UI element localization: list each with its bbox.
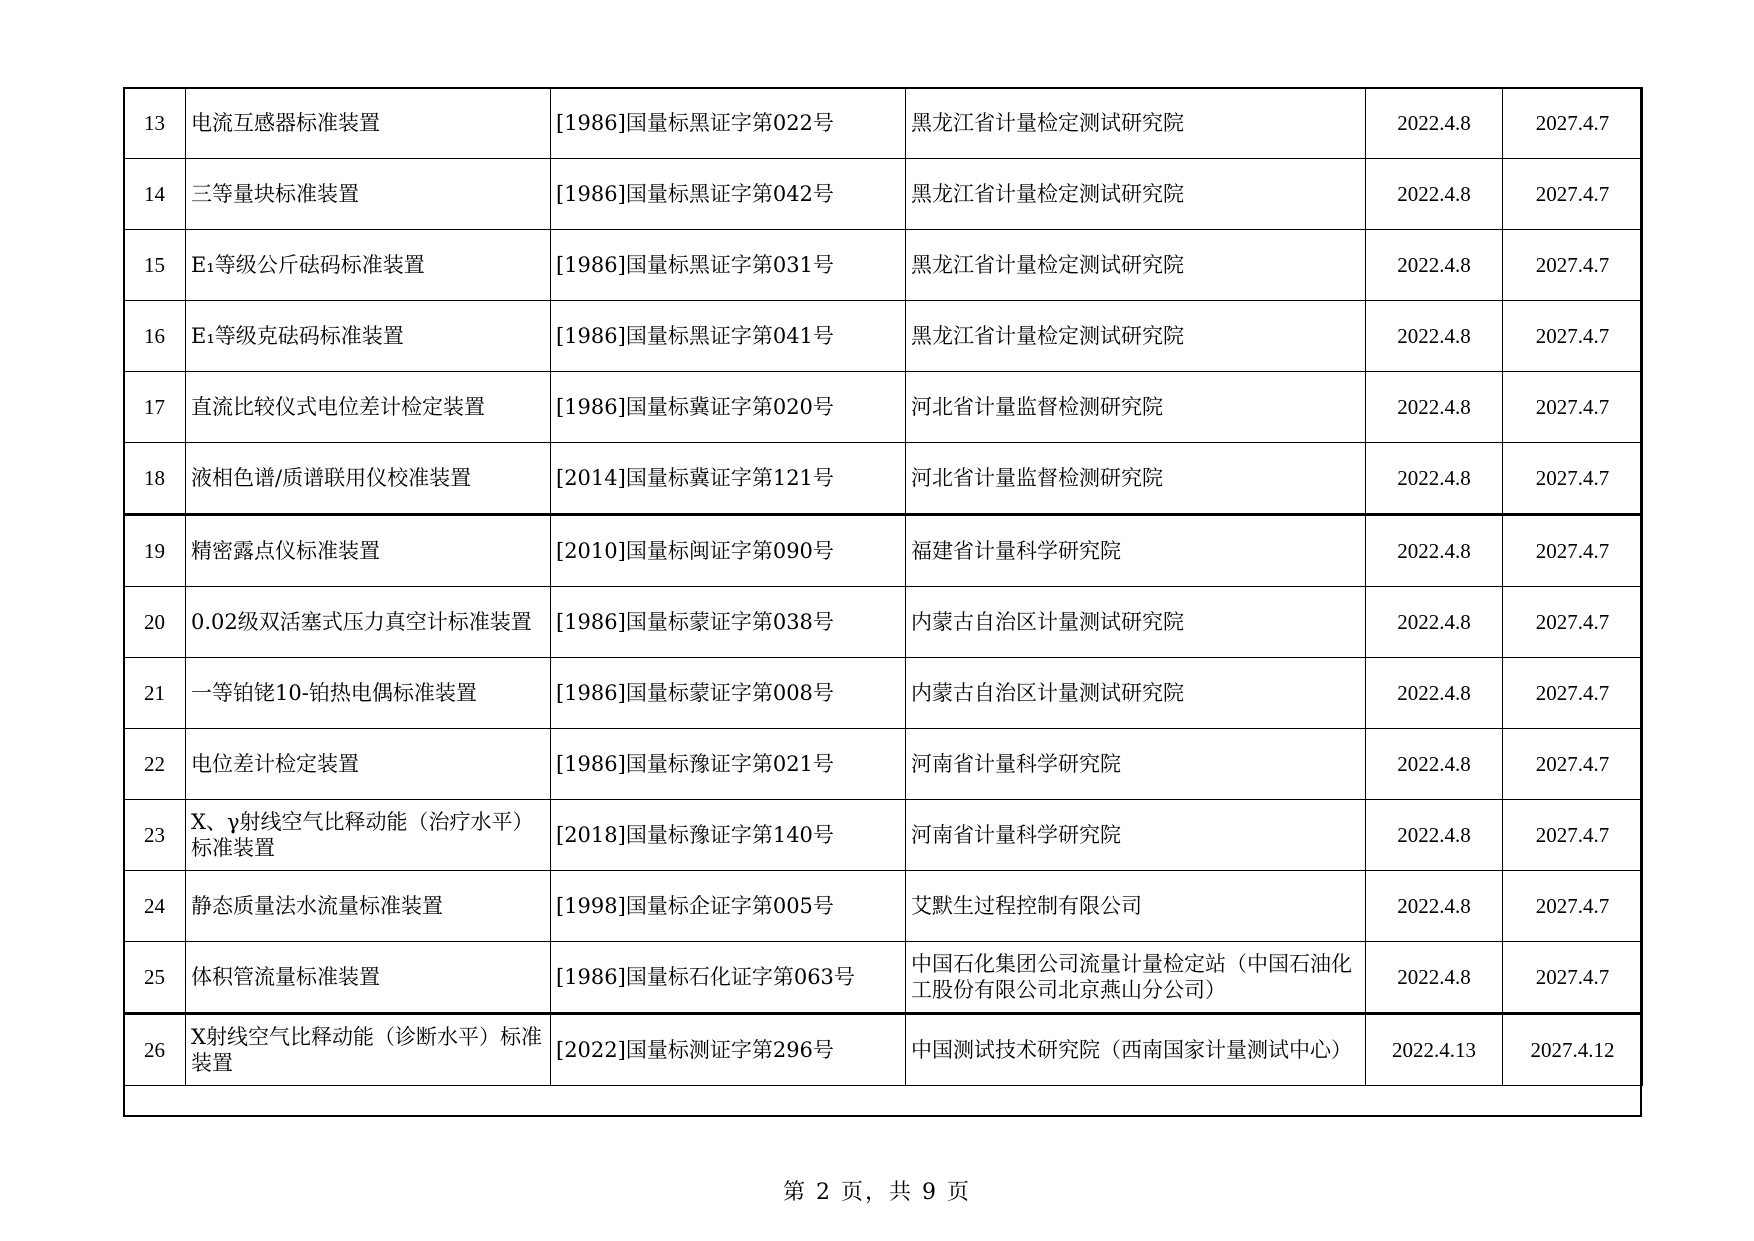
organization: 河北省计量监督检测研究院 xyxy=(906,372,1366,443)
certificate-number: [1986]国量标豫证字第021号 xyxy=(551,729,906,800)
valid-from-date: 2022.4.8 xyxy=(1366,942,1503,1014)
organization: 中国测试技术研究院（西南国家计量测试中心） xyxy=(906,1014,1366,1086)
valid-until-date: 2027.4.7 xyxy=(1503,729,1643,800)
standard-name: E₁等级克砝码标准装置 xyxy=(186,301,551,372)
valid-from-date: 2022.4.13 xyxy=(1366,1014,1503,1086)
table-row xyxy=(124,301,1643,372)
certificate-number: [1998]国量标企证字第005号 xyxy=(551,871,906,942)
organization: 福建省计量科学研究院 xyxy=(906,515,1366,587)
valid-from-date: 2022.4.8 xyxy=(1366,871,1503,942)
certificate-number: [1986]国量标黑证字第041号 xyxy=(551,301,906,372)
valid-until-date: 2027.4.7 xyxy=(1503,443,1643,515)
valid-from-date: 2022.4.8 xyxy=(1366,230,1503,301)
certificate-table-container xyxy=(123,87,1642,1086)
organization: 河南省计量科学研究院 xyxy=(906,729,1366,800)
standard-name: X、γ射线空气比释动能（治疗水平）标准装置 xyxy=(186,800,551,871)
valid-from-date: 2022.4.8 xyxy=(1366,658,1503,729)
valid-until-date: 2027.4.7 xyxy=(1503,942,1643,1014)
certificate-number: [1986]国量标黑证字第031号 xyxy=(551,230,906,301)
table-row xyxy=(124,658,1643,729)
organization: 中国石化集团公司流量计量检定站（中国石油化工股份有限公司北京燕山分公司） xyxy=(906,942,1366,1014)
row-number: 21 xyxy=(124,658,186,729)
standard-name: 一等铂铑10-铂热电偶标准装置 xyxy=(186,658,551,729)
standard-name: 精密露点仪标准装置 xyxy=(186,515,551,587)
standard-name: 体积管流量标准装置 xyxy=(186,942,551,1014)
certificate-number: [1986]国量标石化证字第063号 xyxy=(551,942,906,1014)
valid-until-date: 2027.4.7 xyxy=(1503,515,1643,587)
page-footer: 第 2 页，共 9 页 xyxy=(783,1180,971,1205)
organization: 内蒙古自治区计量测试研究院 xyxy=(906,587,1366,658)
table-row xyxy=(124,159,1643,230)
valid-from-date: 2022.4.8 xyxy=(1366,443,1503,515)
table-row xyxy=(124,443,1643,515)
certificate-number: [2010]国量标闽证字第090号 xyxy=(551,515,906,587)
valid-until-date: 2027.4.7 xyxy=(1503,871,1643,942)
standard-name: X射线空气比释动能（诊断水平）标准装置 xyxy=(186,1014,551,1086)
organization: 艾默生过程控制有限公司 xyxy=(906,871,1366,942)
row-number: 19 xyxy=(124,515,186,587)
table-row xyxy=(124,871,1643,942)
valid-from-date: 2022.4.8 xyxy=(1366,515,1503,587)
row-number: 16 xyxy=(124,301,186,372)
valid-until-date: 2027.4.7 xyxy=(1503,587,1643,658)
valid-from-date: 2022.4.8 xyxy=(1366,729,1503,800)
organization: 内蒙古自治区计量测试研究院 xyxy=(906,658,1366,729)
standard-name: 0.02级双活塞式压力真空计标准装置 xyxy=(186,587,551,658)
certificate-number: [2014]国量标冀证字第121号 xyxy=(551,443,906,515)
standard-name: 电位差计检定装置 xyxy=(186,729,551,800)
table-row xyxy=(124,515,1643,587)
row-number: 26 xyxy=(124,1014,186,1086)
certificate-number: [1986]国量标蒙证字第008号 xyxy=(551,658,906,729)
standard-name: E₁等级公斤砝码标准装置 xyxy=(186,230,551,301)
valid-until-date: 2027.4.7 xyxy=(1503,301,1643,372)
row-number: 15 xyxy=(124,230,186,301)
certificate-number: [2018]国量标豫证字第140号 xyxy=(551,800,906,871)
valid-until-date: 2027.4.7 xyxy=(1503,230,1643,301)
table-row xyxy=(124,1014,1643,1086)
valid-from-date: 2022.4.8 xyxy=(1366,800,1503,871)
table-row xyxy=(124,800,1643,871)
organization: 黑龙江省计量检定测试研究院 xyxy=(906,88,1366,159)
valid-from-date: 2022.4.8 xyxy=(1366,301,1503,372)
valid-until-date: 2027.4.7 xyxy=(1503,372,1643,443)
table-row xyxy=(124,372,1643,443)
row-number: 14 xyxy=(124,159,186,230)
standard-name: 液相色谱/质谱联用仪校准装置 xyxy=(186,443,551,515)
standard-name: 静态质量法水流量标准装置 xyxy=(186,871,551,942)
row-number: 20 xyxy=(124,587,186,658)
valid-until-date: 2027.4.7 xyxy=(1503,88,1643,159)
organization: 河南省计量科学研究院 xyxy=(906,800,1366,871)
valid-until-date: 2027.4.7 xyxy=(1503,800,1643,871)
table-row xyxy=(124,230,1643,301)
valid-from-date: 2022.4.8 xyxy=(1366,88,1503,159)
row-number: 24 xyxy=(124,871,186,942)
row-number: 25 xyxy=(124,942,186,1014)
table-row xyxy=(124,729,1643,800)
standard-name: 电流互感器标准装置 xyxy=(186,88,551,159)
valid-from-date: 2022.4.8 xyxy=(1366,159,1503,230)
organization: 河北省计量监督检测研究院 xyxy=(906,443,1366,515)
row-number: 17 xyxy=(124,372,186,443)
table-row xyxy=(124,587,1643,658)
valid-until-date: 2027.4.7 xyxy=(1503,159,1643,230)
row-number: 13 xyxy=(124,88,186,159)
certificate-table xyxy=(123,87,1643,1086)
standard-name: 三等量块标准装置 xyxy=(186,159,551,230)
certificate-number: [1986]国量标蒙证字第038号 xyxy=(551,587,906,658)
standard-name: 直流比较仪式电位差计检定装置 xyxy=(186,372,551,443)
table-row xyxy=(124,88,1643,159)
certificate-number: [1986]国量标黑证字第042号 xyxy=(551,159,906,230)
valid-until-date: 2027.4.7 xyxy=(1503,658,1643,729)
row-number: 23 xyxy=(124,800,186,871)
valid-until-date: 2027.4.12 xyxy=(1503,1014,1643,1086)
certificate-number: [1986]国量标冀证字第020号 xyxy=(551,372,906,443)
valid-from-date: 2022.4.8 xyxy=(1366,372,1503,443)
row-number: 22 xyxy=(124,729,186,800)
certificate-number: [1986]国量标黑证字第022号 xyxy=(551,88,906,159)
certificate-number: [2022]国量标测证字第296号 xyxy=(551,1014,906,1086)
organization: 黑龙江省计量检定测试研究院 xyxy=(906,301,1366,372)
organization: 黑龙江省计量检定测试研究院 xyxy=(906,159,1366,230)
table-row xyxy=(124,942,1643,1014)
row-number: 18 xyxy=(124,443,186,515)
valid-from-date: 2022.4.8 xyxy=(1366,587,1503,658)
organization: 黑龙江省计量检定测试研究院 xyxy=(906,230,1366,301)
